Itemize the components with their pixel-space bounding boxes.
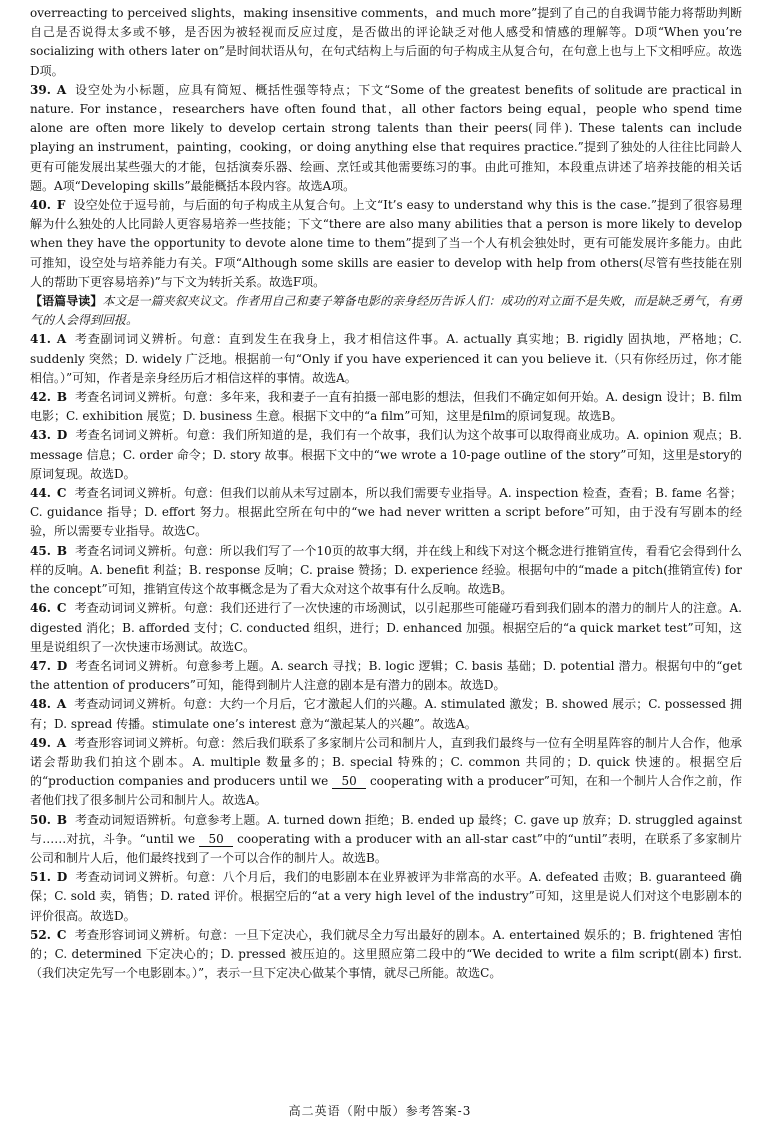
blank-underline: 50 [199,832,233,847]
item-number: 41. [30,332,51,347]
item-explanation: 考查动词词义辨析。句意：八个月后，我们的电影剧本在业界被评为非常高的水平。A. defeated 击败；B. guaranteed 确保；C. sold 卖，销售；D. rated 评价。根据空后的“at a very high level of the industry”可知，这里是说人们对这个电影剧本的评价很高。故选D。 [30,870,742,923]
answer-item-46 [30,599,742,657]
item-explanation-pre: 考查形容词词义辨析。句意：然后我们联系了多家制片公司和制片人，直到我们最终与一位有全明星阵容的制片人合作，他承诺会帮助我们拍这个剧本。A. multiple 数量多的；B. special 特殊的；C. common 共同的；D. quick 快速的。根据空后的“production companies and producers until we [30,735,742,789]
guide-label: 【语篇导读】 [30,294,103,309]
item-answer: C [56,486,67,501]
intro-paragraph: overreacting to perceived slights，making insensitive comments，and much more”提到了自己的自我调节能力将帮助判断自己是否说得太多或不够，是否因为被轻视而反应过度，是否做出的评论缺乏对他人感受和情感的理解等。D项“When you’re socializing with others later on”是时间状语从句，在句式结构上与后面的句子构成主从复合句，在句意上也与上下文相呼应。故选D项。 [30,6,742,78]
item-number: 48. [30,697,51,712]
item-explanation: 考查名词词义辨析。句意：我们所知道的是，我们有一个故事，我们认为这个故事可以取得商业成功。A. opinion 观点；B. message 信息；C. order 命令；D. story 故事。根据下文中的“we wrote a 10-page outline of the story”可知，这里是story的原词复现。故选D。 [30,428,742,481]
item-explanation-post: cooperating with a producer”可知，在和一个制片人合作之前，作者他们找了很多制片公司和制片人。故选A。 [30,774,742,808]
item-answer: D [56,658,68,673]
answer-item-52 [30,926,742,984]
item-explanation: 考查名词词义辨析。句意：所以我们写了一个10页的故事大纲，并在线上和线下对这个概念进行推销宣传，看看它会得到什么样的反响。A. benefit 利益；B. response 反响；C. praise 赞扬；D. experience 经验。根据句中的“made a pitch(推销宣传) for the concept”可知，推销宣传这个故事概念是为了看大众对这个故事有什么反响。故选B。 [30,543,742,597]
item-answer: A [56,697,67,712]
item-number: 47. [30,658,51,673]
item-explanation-post: cooperating with a producer with an all-star cast”中的“until”表明，在联系了多家制片公司和制片人后，他们最终找到了一个可以合作的制片人。故选B。 [30,831,742,865]
answers-section-1 [30,81,742,292]
item-number: 43. [30,428,51,443]
item-answer: D [56,428,68,443]
item-answer: A [56,82,67,97]
item-answer: B [56,543,68,558]
page-footer: 高二英语（附中版）参考答案-3 [288,1103,472,1118]
answer-item-44 [30,484,742,542]
item-number: 44. [30,486,51,501]
item-explanation: 考查动词词义辨析。句意：大约一个月后，它才激起人们的兴趣。A. stimulated 激发；B. showed 展示；C. possessed 拥有；D. spread 传播。stimulate one’s interest 意为“激起某人的兴趣”。故选A。 [30,697,742,731]
answer-item-43 [30,426,742,484]
answers-section-2 [30,330,742,983]
item-number: 52. [30,927,51,942]
item-explanation: 考查形容词词义辨析。句意：一旦下定决心，我们就尽全力写出最好的剧本。A. entertained 娱乐的；B. frightened 害怕的；C. determined 下定决心的；D. pressed 被压迫的。这里照应第二段中的“We decided to write a film script(剧本) first.（我们决定先写一个电影剧本。）”，表示一旦下定决心做某个事情，就尽己所能。故选C。 [30,927,742,981]
answer-item-51 [30,868,742,926]
item-explanation: 考查名词词义辨析。句意参考上题。A. search 寻找；B. logic 逻辑；C. basis 基础；D. potential 潜力。根据句中的“get the attention of producers”可知，能得到制片人注意的剧本是有潜力的剧本。故选D。 [30,658,742,693]
item-number: 42. [30,390,51,405]
item-explanation: 考查动词词义辨析。句意：我们还进行了一次快速的市场测试，以引起那些可能碰巧看到我们剧本的潜力的制片人的注意。A. digested 消化；B. afforded 支付；C. conducted 组织，进行；D. enhanced 加强。根据空后的“a quick market test”可知，这里是说组织了一次快速市场测试。故选C。 [30,601,742,654]
item-explanation-pre: 考查动词短语辨析。句意参考上题。A. turned down 拒绝；B. ended up 最终；C. gave up 放弃；D. struggled against 与……对抗，斗争。“until we [30,812,742,846]
item-explanation: 设空处为小标题，应具有简短、概括性强等特点；下文“Some of the greatest benefits of solitude are practical in nature. For instance，researchers have often found that，all other factors being equal，people who spend time alone are often more likely to develop certain strong talents than their peers(同伴). These talents can include playing an instrument，painting，cooking，or doing anything else that requires practice.”提到了独处的人往往比同龄人更有可能发展出某些强大的才能，包括演奏乐器、绘画、烹饪或其他需要练习的事。由此可推知，本段重点讲述了培养技能的相关话题。A项“Developing skills”最能概括本段内容。故选A项。 [30,82,742,193]
blank-underline: 50 [332,774,366,789]
answer-item-39 [30,81,742,196]
item-number: 40. [30,198,51,213]
item-answer: F [56,198,66,213]
answer-item-49 [30,734,742,811]
item-number: 45. [30,543,51,558]
answer-item-45 [30,542,742,600]
item-explanation: 考查名词词义辨析。句意：多年来，我和妻子一直有拍摄一部电影的想法，但我们不确定如何开始。A. design 设计；B. film 电影；C. exhibition 展览；D. business 生意。根据下文中的“a film”可知，这里是film的原词复现。故选B。 [30,390,742,424]
item-answer: C [56,927,67,942]
item-number: 51. [30,870,51,885]
item-answer: B [56,390,68,405]
item-number: 46. [30,601,51,616]
answer-item-40 [30,196,742,292]
item-number: 49. [30,735,51,750]
item-explanation: 设空处位于逗号前，与后面的句子构成主从复合句。上文“It’s easy to understand why this is the case.”提到了很容易理解为什么独处的人比同龄人更容易培养一些技能；下文“there are also many abilities that a person is more likely to develop when they have the opportunity to devote alone time to them”提到了当一个人有机会独处时，更有可能发展许多能力。由此可推知，设空处与培养能力有关。F项“Although some skills are easier to develop with help from others(尽管有些技能在别人的帮助下更容易培养)”与下文为转折关系。故选F项。 [30,198,742,289]
item-answer: C [56,601,67,616]
item-answer: A [56,735,67,750]
item-number: 39. [30,82,51,97]
answer-item-41 [30,330,742,388]
answer-item-48 [30,695,742,733]
item-explanation: 考查名词词义辨析。句意：但我们以前从未写过剧本，所以我们需要专业指导。A. inspection 检查，查看；B. fame 名誉；C. guidance 指导；D. effort 努力。根据此空所在句中的“we had never written a script before”可知，由于没有写剧本的经验，所以需要专业指导。故选C。 [30,486,742,539]
answer-item-42 [30,388,742,426]
item-answer: D [56,870,68,885]
item-explanation: 考查副词词义辨析。句意：直到发生在我身上，我才相信这件事。A. actually 真实地；B. rigidly 固执地，严格地；C. suddenly 突然；D. widely 广泛地。根据前一句“Only if you have experienced it can you believe it.（只有你经历过，你才能相信。）”可知，作者是亲身经历后才相信这样的事情。故选A。 [30,332,742,385]
item-answer: A [56,332,67,347]
guide-text: 本文是一篇夹叙夹议文。作者用自己和妻子筹备电影的亲身经历告诉人们：成功的对立面不是失败，而是缺乏勇气，有勇气的人会得到回报。 [30,294,742,328]
item-answer: B [56,812,68,827]
answer-item-50 [30,811,742,869]
discourse-guide [30,292,742,330]
answer-item-47 [30,657,742,695]
item-number: 50. [30,812,51,827]
